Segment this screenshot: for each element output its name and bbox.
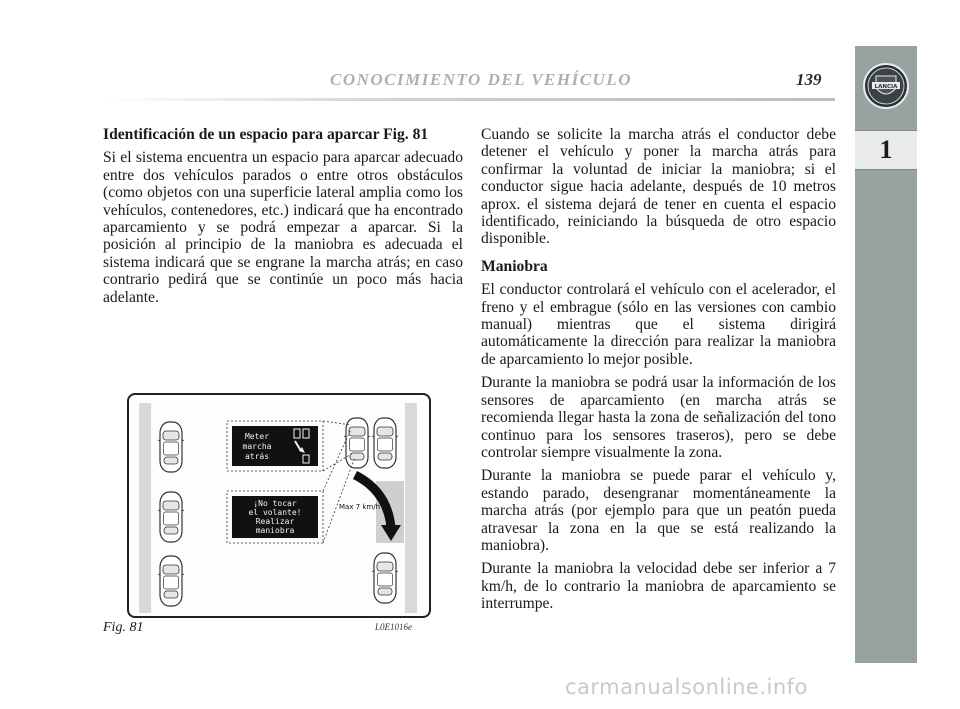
header-rule	[100, 98, 835, 101]
left-column	[103, 126, 463, 312]
section-heading-maneuver: Maniobra	[481, 257, 548, 275]
paragraph-space-identification: Si el sistema encuentra un espacio para aparcar adecuado entre dos vehículos parados o entre otros obstáculos (como objetos con una superficie lateral amplia como los vehículos, contenedores, etc.) indicará que ha encontrado aparcamiento y se podrá empezar a aparcar. Si la posición al principio de la maniobra es adecuada el sistema indicará que se engrane la marcha atrás; en caso contrario pedirá que se continúe un poco más hacia adelante.	[103, 149, 463, 306]
parked-car	[158, 422, 184, 472]
speed-label: Max 7 km/h	[339, 503, 381, 511]
parked-car	[372, 553, 398, 603]
display-line: Realizar	[255, 517, 295, 526]
display-line: Meter	[244, 432, 270, 441]
lancia-logo-icon	[862, 62, 910, 110]
watermark: carmanualsonline.info	[565, 675, 808, 699]
display-line: marcha	[242, 442, 272, 451]
paragraph-stopping: Durante la maniobra se puede parar el vehículo y, estando parado, desengranar momentáneamente la marcha atrás (por ejemplo para que un peatón pueda atravesar la zona en la que se está realizando la maniobra).	[481, 467, 836, 554]
figure-81-illustration	[127, 393, 431, 618]
right-curb	[405, 403, 417, 613]
page-number: 139	[796, 70, 822, 89]
parked-car	[158, 556, 184, 606]
figure-caption: Fig. 81	[103, 620, 144, 635]
parking-diagram	[129, 395, 429, 616]
paragraph-reverse-gear: Cuando se solicite la marcha atrás el conductor debe detener el vehículo y poner la marcha atrás para confirmar la voluntad de iniciar la maniobra; si el conductor sigue hacia adelante, después de 10 metros aprox. el sistema dejará de tener en cuenta el espacio identificado, reiniciando la búsqueda de otro espacio disponible.	[481, 126, 836, 248]
paragraph-parking-sensors: Durante la maniobra se podrá usar la información de los sensores de aparcamiento (en marcha atrás se recomienda llegar hasta la zona de señalización del tono continuo para los sensores traseros), pero se debe controlar siempre visualmente la zona.	[481, 374, 836, 461]
display-line: ¡No tocar	[253, 499, 297, 508]
left-curb	[139, 403, 151, 613]
right-column	[481, 126, 836, 619]
parked-car	[372, 418, 398, 468]
parked-car	[158, 492, 184, 542]
figure-code: L0E1016e	[375, 622, 412, 632]
running-header-title: CONOCIMIENTO DEL VEHÍCULO	[330, 70, 632, 89]
paragraph-maneuver-control: El conductor controlará el vehículo con el acelerador, el freno y el embrague (sólo en las versiones con cambio manual) mientras que el sistema dirigirá automáticamente la dirección para realizar la maniobra de aparcamiento lo mejor posible.	[481, 281, 836, 368]
own-car	[344, 418, 370, 468]
paragraph-speed-limit: Durante la maniobra la velocidad debe ser inferior a 7 km/h, de lo contrario la maniobra de aparcamiento se interrumpe.	[481, 560, 836, 613]
display-line: maniobra	[255, 526, 295, 535]
section-heading-space-identification: Identificación de un espacio para aparcar Fig. 81	[103, 126, 429, 143]
logo-text: LANCIA	[874, 84, 898, 90]
chapter-number: 1	[855, 130, 917, 170]
display-line: el volante!	[248, 508, 302, 517]
display-line: atrás	[244, 452, 270, 461]
